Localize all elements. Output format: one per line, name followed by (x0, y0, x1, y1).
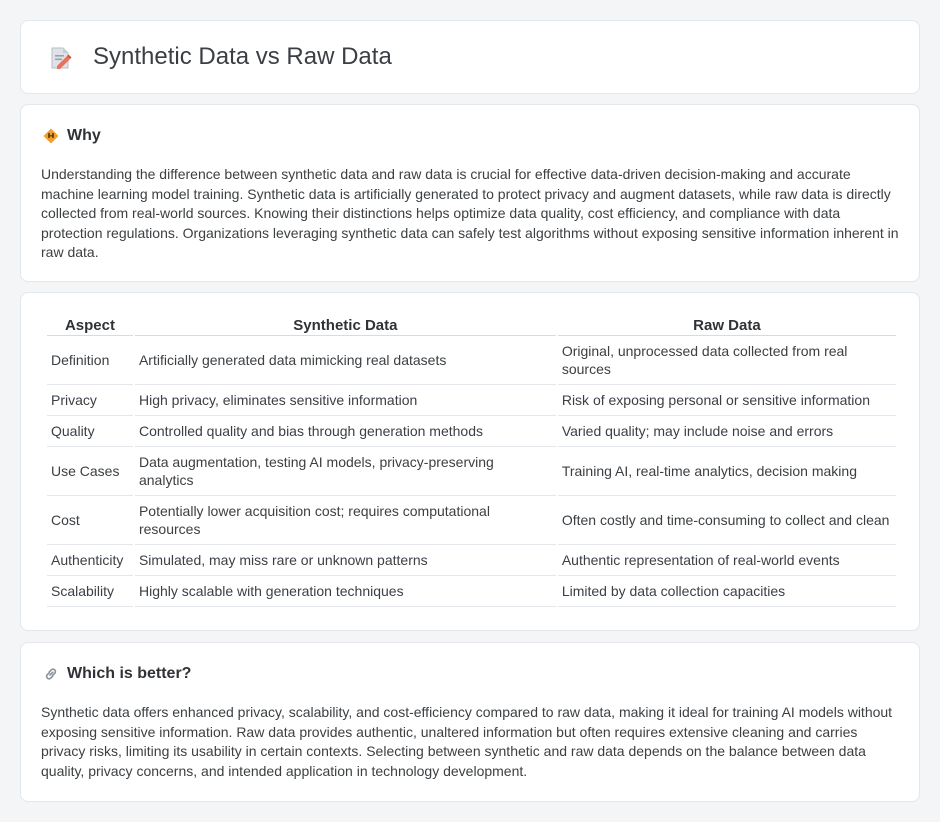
aspect-cell: Definition (47, 336, 133, 385)
column-header-aspect: Aspect (47, 315, 133, 336)
why-paragraph: Understanding the difference between synthetic data and raw data is crucial for effective data-driven decision-making and accurate machine learning model training. Synthetic data is artificially generated to protect privacy and augment datasets, while raw data is directly collected from real-world sources. Knowing their distinctions helps optimize data quality, cost efficiency, and compliance with data protection regulations. Organizations leveraging synthetic data can safely test algorithms without exposing sensitive information inherent in raw data. (41, 166, 899, 260)
synthetic-cell: Data augmentation, testing AI models, privacy-preserving analytics (135, 447, 556, 496)
synthetic-cell: Highly scalable with generation techniques (135, 576, 556, 607)
table-row (47, 336, 896, 385)
raw-cell: Often costly and time-consuming to collect and clean (558, 496, 896, 545)
synthetic-cell: Potentially lower acquisition cost; requires computational resources (135, 496, 556, 545)
synthetic-cell: High privacy, eliminates sensitive information (135, 385, 556, 416)
raw-cell: Risk of exposing personal or sensitive information (558, 385, 896, 416)
raw-cell: Training AI, real-time analytics, decision making (558, 447, 896, 496)
raw-cell: Limited by data collection capacities (558, 576, 896, 607)
table-row (47, 496, 896, 545)
better-title: Which is better? (67, 665, 192, 682)
page-title: Synthetic Data vs Raw Data (93, 43, 392, 70)
table-header-row (47, 315, 896, 336)
link-icon (43, 666, 59, 682)
table-row (47, 416, 896, 447)
aspect-cell: Authenticity (47, 545, 133, 576)
aspect-cell: Cost (47, 496, 133, 545)
comparison-table (45, 315, 898, 607)
table-row (47, 385, 896, 416)
aspect-cell: Quality (47, 416, 133, 447)
synthetic-cell: Controlled quality and bias through generation methods (135, 416, 556, 447)
raw-cell: Original, unprocessed data collected from real sources (558, 336, 896, 385)
better-paragraph: Synthetic data offers enhanced privacy, scalability, and cost-efficiency compared to raw data, making it ideal for training AI models without exposing sensitive information. Raw data provides authentic, unaltered information but often requires extensive cleaning and carries privacy risks, limiting its usability in certain contexts. Selecting between synthetic and raw data depends on the balance between data quality, privacy concerns, and intended application in technology development. (41, 704, 893, 779)
table-row (47, 447, 896, 496)
raw-cell: Authentic representation of real-world events (558, 545, 896, 576)
table-row (47, 576, 896, 607)
header-card (20, 20, 920, 94)
synthetic-cell: Simulated, may miss rare or unknown patterns (135, 545, 556, 576)
which-is-better-section (20, 642, 920, 802)
comparison-table-card (20, 292, 920, 631)
better-heading (43, 665, 191, 683)
why-heading (43, 127, 101, 145)
table-row (47, 545, 896, 576)
column-header-raw: Raw Data (558, 315, 896, 336)
raw-cell: Varied quality; may include noise and errors (558, 416, 896, 447)
aspect-cell: Scalability (47, 576, 133, 607)
why-section (20, 104, 920, 282)
document-edit-icon (47, 45, 73, 71)
aspect-cell: Privacy (47, 385, 133, 416)
why-title: Why (67, 127, 101, 144)
diamond-warning-icon (43, 128, 59, 144)
column-header-synthetic: Synthetic Data (135, 315, 556, 336)
synthetic-cell: Artificially generated data mimicking real datasets (135, 336, 556, 385)
aspect-cell: Use Cases (47, 447, 133, 496)
